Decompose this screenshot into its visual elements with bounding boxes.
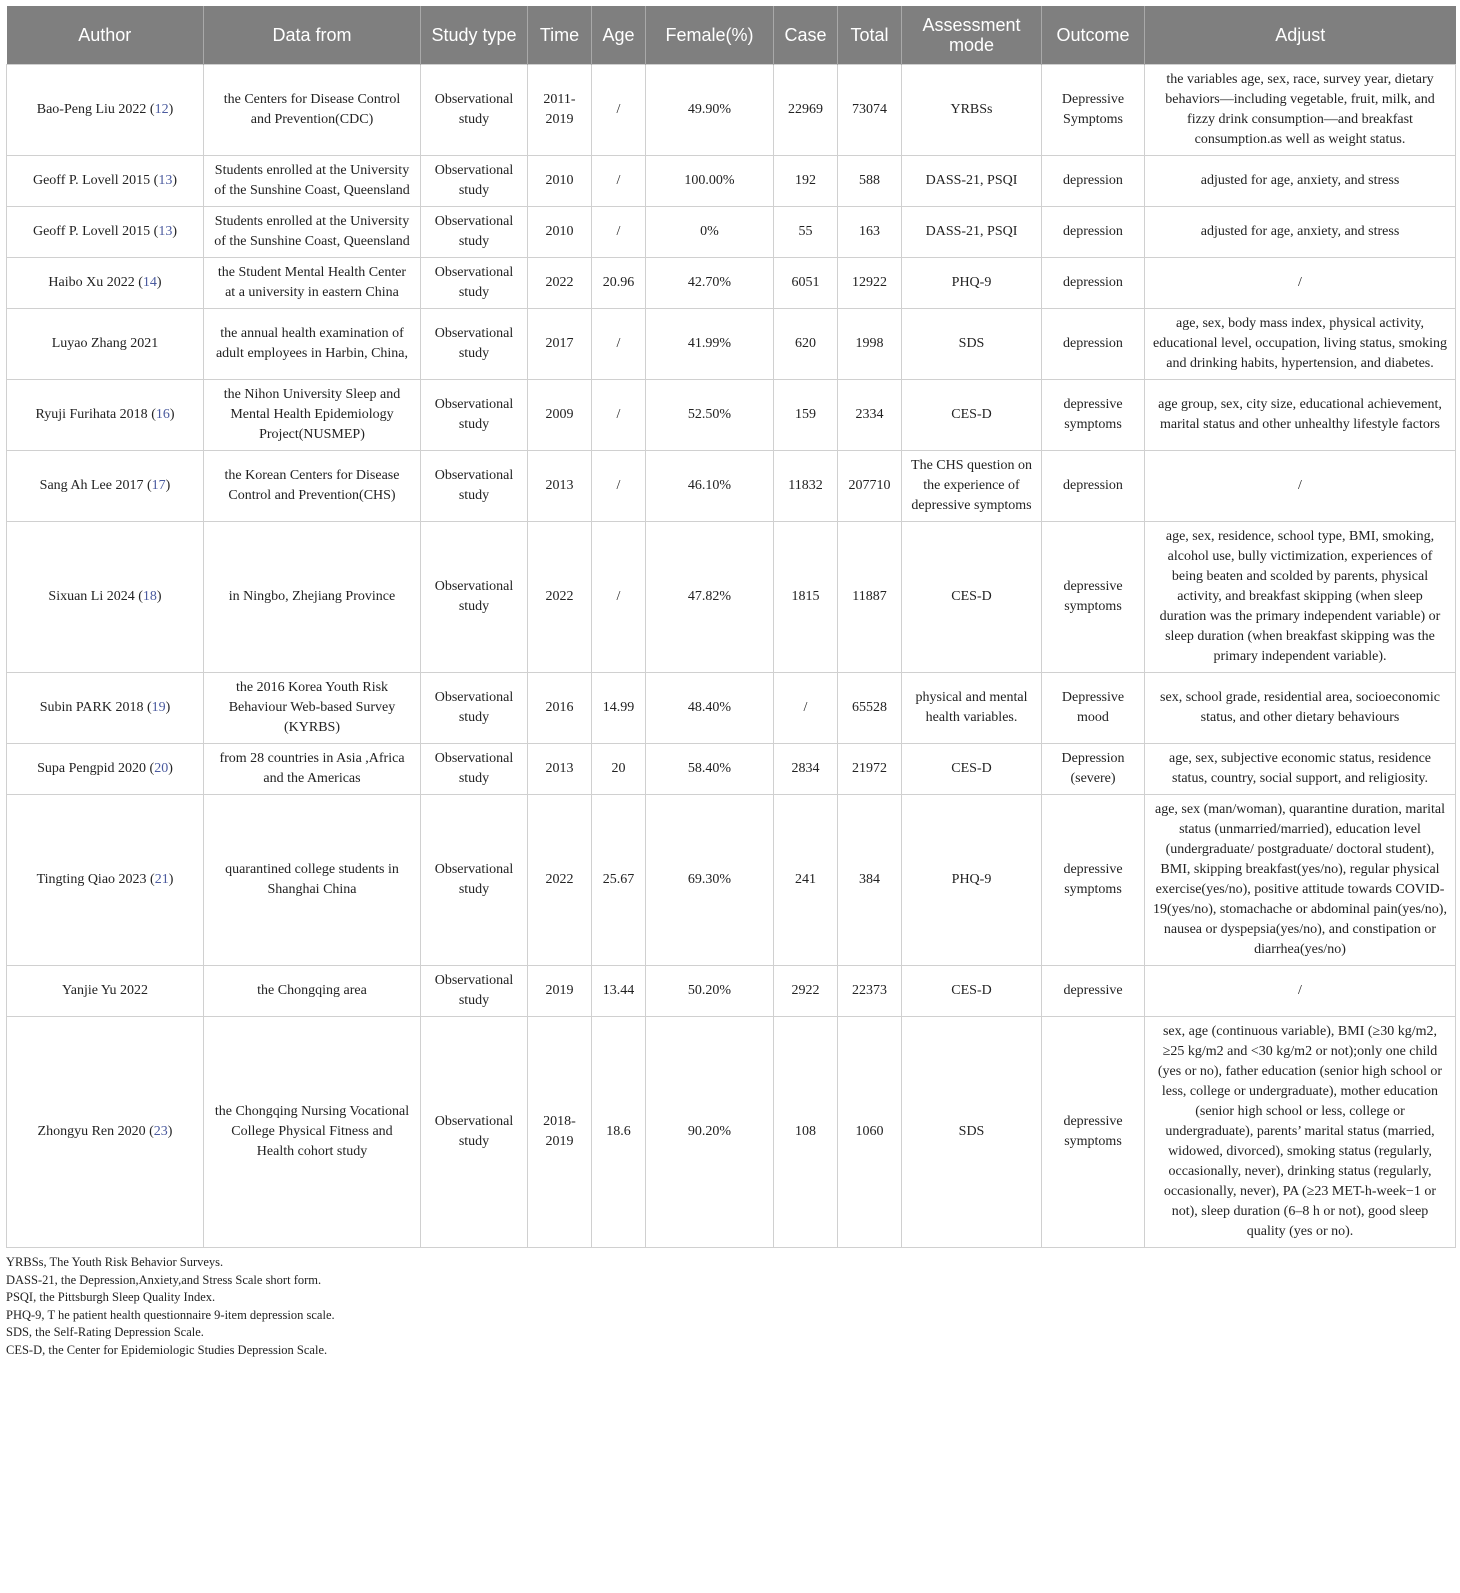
adjust-cell: sex, age (continuous variable), BMI (≥30 kg/m2, ≥25 kg/m2 and <30 kg/m2 or not);only one child (yes or no), father education (senior high school or less, college or undergraduate), mother education (senior high school or less, college or undergraduate), parents’ marital status (married, widowed, divorced), smoking status (regularly, occasionally, never), drinking status (regularly, occasionally, never), PA (≥23 MET-h-week−1 or not), sleep duration (6–8 h or not), good sleep quality (yes or no). (1145, 1017, 1456, 1248)
data-from-cell: the Centers for Disease Control and Prevention(CDC) (204, 65, 421, 156)
study-type-cell: Observational study (421, 744, 528, 795)
author-cell: Geoff P. Lovell 2015 (13) (7, 207, 204, 258)
data-from-cell: in Ningbo, Zhejiang Province (204, 522, 421, 673)
adjust-cell: age, sex, subjective economic status, residence status, country, social support, and religiosity. (1145, 744, 1456, 795)
time-cell: 2018-2019 (528, 1017, 592, 1248)
total-cell: 163 (838, 207, 902, 258)
female-percent-cell: 69.30% (646, 795, 774, 966)
reference-link[interactable]: 14 (142, 275, 157, 290)
author-cell: Ryuji Furihata 2018 (16) (7, 380, 204, 451)
reference-link[interactable]: 21 (154, 872, 169, 887)
assessment-mode-cell: DASS-21, PSQI (902, 156, 1042, 207)
case-cell: 55 (774, 207, 838, 258)
data-from-cell: the Chongqing area (204, 966, 421, 1017)
outcome-cell: depression (1042, 309, 1145, 380)
study-type-cell: Observational study (421, 309, 528, 380)
assessment-mode-cell: The CHS question on the experience of depressive symptoms (902, 451, 1042, 522)
case-cell: 2834 (774, 744, 838, 795)
time-cell: 2022 (528, 795, 592, 966)
study-type-cell: Observational study (421, 451, 528, 522)
outcome-cell: depressive symptoms (1042, 795, 1145, 966)
case-cell: 241 (774, 795, 838, 966)
assessment-mode-cell: CES-D (902, 522, 1042, 673)
female-percent-cell: 90.20% (646, 1017, 774, 1248)
adjust-cell: the variables age, sex, race, survey year, dietary behaviors—including vegetable, fruit, milk, and fizzy drink consumption—and breakfast consumption.as well as weight status. (1145, 65, 1456, 156)
adjust-cell: age group, sex, city size, educational achievement, marital status and other unhealthy lifestyle factors (1145, 380, 1456, 451)
total-cell: 11887 (838, 522, 902, 673)
female-percent-cell: 50.20% (646, 966, 774, 1017)
reference-link[interactable]: 16 (155, 407, 170, 422)
data-from-cell: the Korean Centers for Disease Control and Prevention(CHS) (204, 451, 421, 522)
time-cell: 2022 (528, 258, 592, 309)
table-container (6, 6, 1455, 1359)
author-name: Geoff P. Lovell 2015 (32, 224, 151, 239)
author-name: Ryuji Furihata 2018 (35, 407, 148, 422)
column-header-adjust: Adjust (1145, 6, 1456, 65)
case-cell: / (774, 673, 838, 744)
footnote: SDS, the Self-Rating Depression Scale. (6, 1325, 204, 1339)
female-percent-cell: 47.82% (646, 522, 774, 673)
study-type-cell: Observational study (421, 673, 528, 744)
reference-link[interactable]: 20 (154, 761, 169, 776)
total-cell: 73074 (838, 65, 902, 156)
time-cell: 2017 (528, 309, 592, 380)
data-from-cell: from 28 countries in Asia ,Africa and the Americas (204, 744, 421, 795)
footnote: CES-D, the Center for Epidemiologic Studies Depression Scale. (6, 1342, 328, 1357)
outcome-cell: depression (1042, 258, 1145, 309)
time-cell: 2009 (528, 380, 592, 451)
assessment-mode-cell: physical and mental health variables. (902, 673, 1042, 744)
column-header-assessment-mode: Assessment mode (902, 6, 1042, 65)
female-percent-cell: 48.40% (646, 673, 774, 744)
column-header-case: Case (774, 6, 838, 65)
footnote: YRBSs, The Youth Risk Behavior Surveys. (6, 1255, 224, 1269)
adjust-cell: / (1145, 258, 1456, 309)
data-from-cell: the Chongqing Nursing Vocational College Physical Fitness and Health cohort study (204, 1017, 421, 1248)
author-cell: Haibo Xu 2022 (14) (7, 258, 204, 309)
study-type-cell: Observational study (421, 795, 528, 966)
author-cell: Geoff P. Lovell 2015 (13) (7, 156, 204, 207)
author-cell (7, 966, 204, 1017)
case-cell: 620 (774, 309, 838, 380)
table-header-row (7, 6, 1456, 65)
column-header-female: Female(%) (646, 6, 774, 65)
data-from-cell: Students enrolled at the University of the Sunshine Coast, Queensland (204, 156, 421, 207)
outcome-cell: depressive symptoms (1042, 522, 1145, 673)
study-type-cell: Observational study (421, 380, 528, 451)
case-cell: 6051 (774, 258, 838, 309)
footnote: PHQ-9, T he patient health questionnaire 9-item depression scale. (6, 1307, 335, 1322)
female-percent-cell: 46.10% (646, 451, 774, 522)
age-cell: 20 (592, 744, 646, 795)
age-cell: / (592, 309, 646, 380)
author-name: Supa Pengpid 2020 (37, 761, 147, 776)
author-name: Sang Ah Lee 2017 (39, 478, 144, 493)
total-cell: 21972 (838, 744, 902, 795)
author-name: Tingting Qiao 2023 (36, 872, 147, 887)
age-cell: / (592, 451, 646, 522)
data-from-cell: the annual health examination of adult employees in Harbin, China, (204, 309, 421, 380)
study-type-cell: Observational study (421, 1017, 528, 1248)
female-percent-cell: 0% (646, 207, 774, 258)
column-header-age: Age (592, 6, 646, 65)
total-cell: 207710 (838, 451, 902, 522)
female-percent-cell: 52.50% (646, 380, 774, 451)
study-type-cell: Observational study (421, 156, 528, 207)
assessment-mode-cell: CES-D (902, 380, 1042, 451)
assessment-mode-cell: SDS (902, 309, 1042, 380)
column-header-study-type: Study type (421, 6, 528, 65)
data-from-cell: Students enrolled at the University of the Sunshine Coast, Queensland (204, 207, 421, 258)
case-cell: 2922 (774, 966, 838, 1017)
outcome-cell: depression (1042, 156, 1145, 207)
total-cell: 1998 (838, 309, 902, 380)
total-cell: 12922 (838, 258, 902, 309)
author-name: Sixuan Li 2024 (48, 589, 135, 604)
time-cell: 2022 (528, 522, 592, 673)
column-header-outcome: Outcome (1042, 6, 1145, 65)
age-cell: / (592, 522, 646, 673)
table-row (7, 258, 1456, 309)
adjust-cell: / (1145, 451, 1456, 522)
reference-link[interactable]: 18 (142, 589, 157, 604)
assessment-mode-cell: YRBSs (902, 65, 1042, 156)
reference-link[interactable]: 23 (153, 1124, 168, 1139)
author-name: Zhongyu Ren 2020 (37, 1124, 146, 1139)
table-row (7, 744, 1456, 795)
time-cell: 2010 (528, 207, 592, 258)
outcome-cell: depression (1042, 451, 1145, 522)
female-percent-cell: 58.40% (646, 744, 774, 795)
table-row (7, 966, 1456, 1017)
studies-table (6, 6, 1456, 1248)
author-name: Geoff P. Lovell 2015 (32, 173, 151, 188)
study-type-cell: Observational study (421, 65, 528, 156)
reference-link[interactable]: 12 (154, 102, 169, 117)
female-percent-cell: 100.00% (646, 156, 774, 207)
outcome-cell: Depression (severe) (1042, 744, 1145, 795)
time-cell: 2013 (528, 744, 592, 795)
age-cell: / (592, 65, 646, 156)
case-cell: 192 (774, 156, 838, 207)
assessment-mode-cell: CES-D (902, 744, 1042, 795)
time-cell: 2013 (528, 451, 592, 522)
assessment-mode-cell: DASS-21, PSQI (902, 207, 1042, 258)
column-header-data-from: Data from (204, 6, 421, 65)
case-cell: 11832 (774, 451, 838, 522)
table-row (7, 156, 1456, 207)
table-row (7, 65, 1456, 156)
reference-link[interactable]: 13 (158, 224, 173, 239)
time-cell: 2016 (528, 673, 592, 744)
table-row (7, 673, 1456, 744)
data-from-cell: the Student Mental Health Center at a university in eastern China (204, 258, 421, 309)
table-row (7, 309, 1456, 380)
total-cell: 384 (838, 795, 902, 966)
author-cell: Sixuan Li 2024 (18) (7, 522, 204, 673)
table-row (7, 1017, 1456, 1248)
data-from-cell: the 2016 Korea Youth Risk Behaviour Web-based Survey (KYRBS) (204, 673, 421, 744)
total-cell: 22373 (838, 966, 902, 1017)
author-cell: Bao-Peng Liu 2022 (12) (7, 65, 204, 156)
female-percent-cell: 42.70% (646, 258, 774, 309)
adjust-cell: adjusted for age, anxiety, and stress (1145, 156, 1456, 207)
reference-link[interactable]: 13 (158, 173, 173, 188)
reference-link[interactable]: 19 (151, 700, 166, 715)
adjust-cell: / (1145, 966, 1456, 1017)
author-name: Subin PARK 2018 (39, 700, 144, 715)
author-cell: Tingting Qiao 2023 (21) (7, 795, 204, 966)
age-cell: 14.99 (592, 673, 646, 744)
table-body (7, 65, 1456, 1248)
age-cell: 25.67 (592, 795, 646, 966)
study-type-cell: Observational study (421, 966, 528, 1017)
adjust-cell: sex, school grade, residential area, socioeconomic status, and other dietary behaviours (1145, 673, 1456, 744)
adjust-cell: adjusted for age, anxiety, and stress (1145, 207, 1456, 258)
data-from-cell: quarantined college students in Shanghai China (204, 795, 421, 966)
author-cell: Sang Ah Lee 2017 (17) (7, 451, 204, 522)
column-header-author: Author (7, 6, 204, 65)
column-header-time: Time (528, 6, 592, 65)
outcome-cell: Depressive Symptoms (1042, 65, 1145, 156)
outcome-cell: depressive symptoms (1042, 380, 1145, 451)
time-cell: 2019 (528, 966, 592, 1017)
data-from-cell: the Nihon University Sleep and Mental Health Epidemiology Project(NUSMEP) (204, 380, 421, 451)
outcome-cell: depressive (1042, 966, 1145, 1017)
age-cell: 20.96 (592, 258, 646, 309)
total-cell: 65528 (838, 673, 902, 744)
table-row (7, 207, 1456, 258)
study-type-cell: Observational study (421, 258, 528, 309)
author-name: Yanjie Yu 2022 (62, 983, 148, 998)
age-cell: / (592, 207, 646, 258)
adjust-cell: age, sex, residence, school type, BMI, smoking, alcohol use, bully victimization, experiences of being beaten and scolded by parents, physical activity, and breakfast skipping (when sleep duration was the primary independent variable) or sleep duration (when breakfast skipping was the primary independent variable). (1145, 522, 1456, 673)
table-row (7, 795, 1456, 966)
footnote: PSQI, the Pittsburgh Sleep Quality Index. (6, 1290, 216, 1304)
author-name: Luyao Zhang 2021 (51, 336, 159, 351)
age-cell: / (592, 156, 646, 207)
reference-link[interactable]: 17 (151, 478, 166, 493)
assessment-mode-cell: PHQ-9 (902, 258, 1042, 309)
case-cell: 159 (774, 380, 838, 451)
outcome-cell: depression (1042, 207, 1145, 258)
outcome-cell: Depressive mood (1042, 673, 1145, 744)
study-type-cell: Observational study (421, 207, 528, 258)
outcome-cell: depressive symptoms (1042, 1017, 1145, 1248)
table-row (7, 451, 1456, 522)
assessment-mode-cell: PHQ-9 (902, 795, 1042, 966)
assessment-mode-cell: CES-D (902, 966, 1042, 1017)
total-cell: 1060 (838, 1017, 902, 1248)
female-percent-cell: 41.99% (646, 309, 774, 380)
table-footnotes (6, 1254, 1455, 1359)
author-cell: Supa Pengpid 2020 (20) (7, 744, 204, 795)
author-cell (7, 309, 204, 380)
author-name: Bao-Peng Liu 2022 (36, 102, 147, 117)
assessment-mode-cell: SDS (902, 1017, 1042, 1248)
footnote: DASS-21, the Depression,Anxiety,and Stress Scale short form. (6, 1272, 322, 1287)
age-cell: 18.6 (592, 1017, 646, 1248)
study-type-cell: Observational study (421, 522, 528, 673)
author-cell: Subin PARK 2018 (19) (7, 673, 204, 744)
time-cell: 2011-2019 (528, 65, 592, 156)
case-cell: 108 (774, 1017, 838, 1248)
time-cell: 2010 (528, 156, 592, 207)
total-cell: 2334 (838, 380, 902, 451)
total-cell: 588 (838, 156, 902, 207)
author-cell: Zhongyu Ren 2020 (23) (7, 1017, 204, 1248)
age-cell: / (592, 380, 646, 451)
age-cell: 13.44 (592, 966, 646, 1017)
adjust-cell: age, sex, body mass index, physical activity, educational level, occupation, living status, smoking and drinking habits, hypertension, and diabetes. (1145, 309, 1456, 380)
table-row (7, 380, 1456, 451)
adjust-cell: age, sex (man/woman), quarantine duration, marital status (unmarried/married), education level (undergraduate/ postgraduate/ doctoral student), BMI, skipping breakfast(yes/no), regular physical exercise(yes/no), positive attitude towards COVID-19(yes/no), stomachache or abdominal pain(yes/no), nausea or dyspepsia(yes/no), and constipation or diarrhea(yes/no) (1145, 795, 1456, 966)
case-cell: 22969 (774, 65, 838, 156)
female-percent-cell: 49.90% (646, 65, 774, 156)
author-name: Haibo Xu 2022 (48, 275, 135, 290)
table-row (7, 522, 1456, 673)
column-header-total: Total (838, 6, 902, 65)
case-cell: 1815 (774, 522, 838, 673)
